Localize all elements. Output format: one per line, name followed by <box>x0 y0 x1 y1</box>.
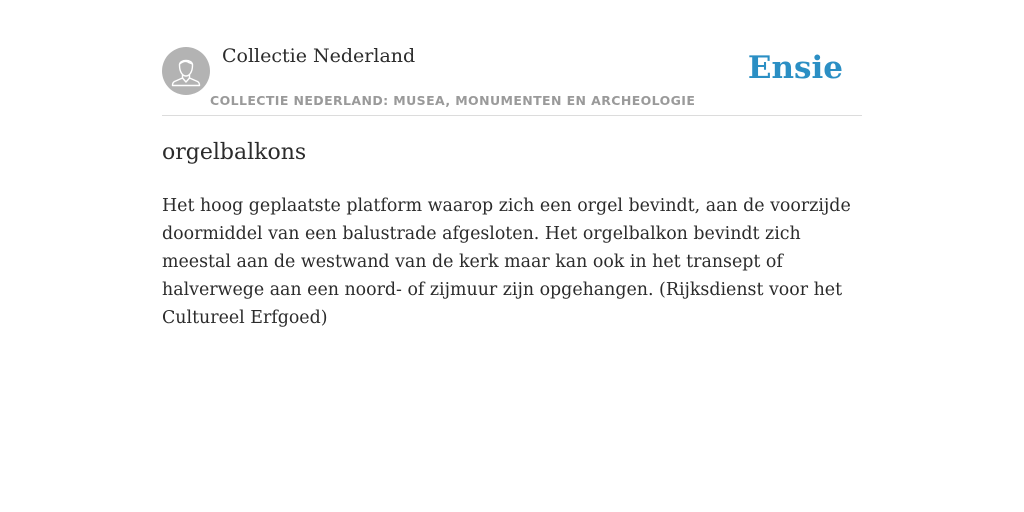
author-avatar[interactable] <box>162 47 210 95</box>
author-name-link[interactable]: Collectie Nederland <box>222 45 416 67</box>
user-silhouette-icon <box>162 47 210 95</box>
header <box>162 40 862 116</box>
author-subtitle: COLLECTIE NEDERLAND: MUSEA, MONUMENTEN EN ARCHEOLOGIE <box>210 93 696 108</box>
term-definition: Het hoog geplaatste platform waarop zich een orgel bevindt, aan de voorzijde doormiddel van een balustrade afgesloten. Het orgelbalkon bevindt zich meestal aan de westwand van de kerk maar kan ook in het transept of halverwege aan een noord- of zijmuur zijn opgehangen. (Rijksdienst voor het Cultureel Erfgoed) <box>162 196 851 328</box>
term-title: orgelbalkons <box>162 140 307 165</box>
ensie-logo[interactable]: Ensie <box>747 50 843 86</box>
